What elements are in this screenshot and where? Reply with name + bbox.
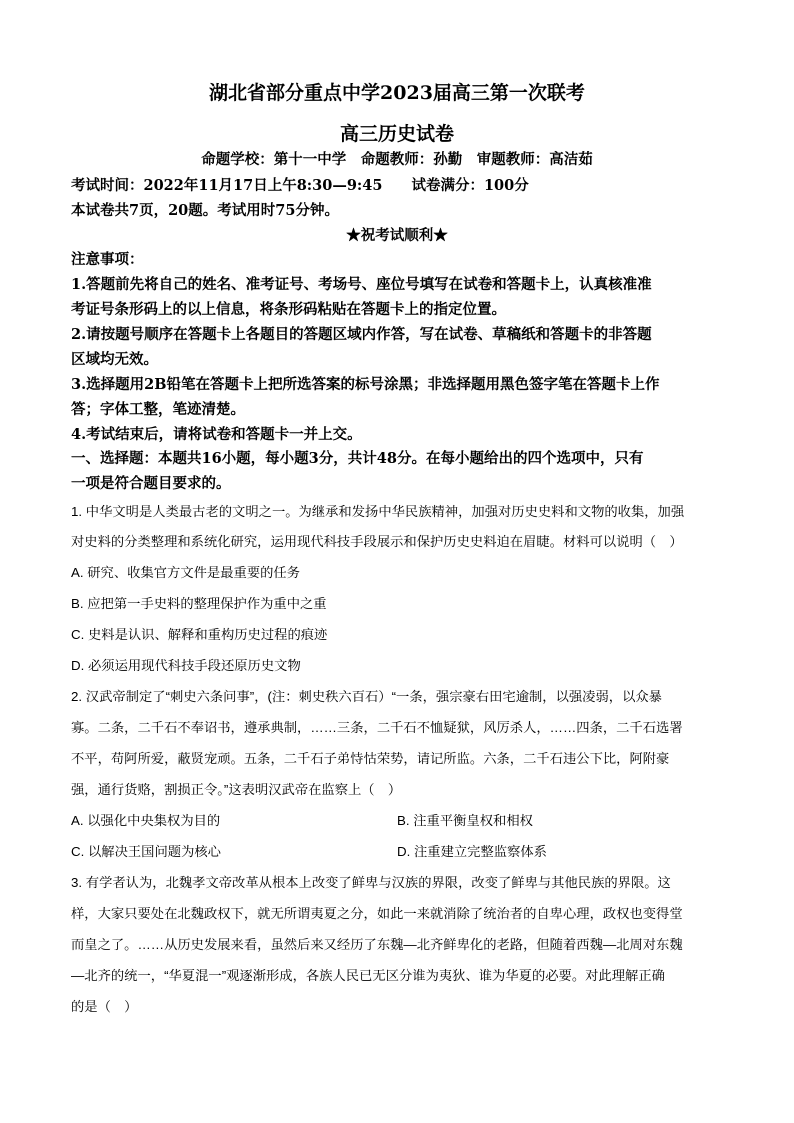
exam-time: 考试时间：2022年11月17日上午8:30—9:45 试卷满分：100分	[71, 177, 529, 194]
question-1-text: 对史料的分类整理和系统化研究，运用现代科技手段展示和保护历史史料迫在眉睫。材料可以说明（ ）	[71, 534, 683, 549]
question-2-option-a[interactable]: A. 以强化中央集权为目的	[71, 813, 221, 828]
question-3-text: —北齐的统一，“华夏混一”观逐渐形成，各族人民已无区分谁为夷狄、谁为华夏的必要。对此理解正确	[71, 968, 665, 983]
notice-line: 考证号条形码上的以上信息，将条形码粘贴在答题卡上的指定位置。	[71, 301, 506, 318]
question-2-option-d[interactable]: D. 注重建立完整监察体系	[397, 844, 547, 859]
question-2-text: 不平，苟阿所爱，蔽贤宠顽。五条，二千石子弟恃怙荣势，请记所监。六条，二千石违公下比，阿附豪	[71, 751, 670, 766]
notice-line: 4.考试结束后，请将试卷和答题卡一并上交。	[71, 426, 362, 443]
pages-info: 本试卷共7页，20题。考试用时75分钟。	[71, 202, 339, 219]
question-2-option-b[interactable]: B. 注重平衡皇权和相权	[397, 813, 533, 828]
question-2-text: 强，通行货赂，割损正令。”这表明汉武帝在监察上（ ）	[71, 782, 402, 797]
question-1-text: 1. 中华文明是人类最古老的文明之一。为继承和发扬中华民族精神，加强对历史史料和文物的收集，加强	[71, 504, 685, 519]
notice-line: 1.答题前先将自己的姓名、准考证号、考场号、座位号填写在试卷和答题卡上，认真核准准	[71, 276, 652, 293]
wish-text: ★祝考试顺利★	[346, 227, 448, 244]
exam-subtitle: 高三历史试卷	[339, 123, 454, 145]
question-3-text: 样，大家只要处在北魏政权下，就无所谓夷夏之分，如此一来就消除了统治者的自卑心理，政权也变得堂	[71, 906, 683, 921]
question-1-option-d[interactable]: D. 必须运用现代科技手段还原历史文物	[71, 658, 301, 673]
question-1-option-c[interactable]: C. 史料是认识、解释和重构历史过程的痕迹	[71, 627, 328, 642]
notice-line: 答；字体工整，笔迹清楚。	[71, 401, 245, 418]
question-3-text: 3. 有学者认为，北魏孝文帝改革从根本上改变了鲜卑与汉族的界限，改变了鲜卑与其他民族的界限。这	[71, 875, 671, 890]
question-3-text: 的是（ ）	[71, 999, 138, 1014]
question-2-text: 2. 汉武帝制定了“刺史六条问事”，(注：刺史秩六百石）“一条，强宗豪右田宅逾制，以强凌弱，以众暴	[71, 689, 662, 704]
exam-title: 湖北省部分重点中学2023届高三第一次联考	[209, 82, 585, 104]
question-1-option-b[interactable]: B. 应把第一手史料的整理保护作为重中之重	[71, 596, 327, 611]
question-1-option-a[interactable]: A. 研究、收集官方文件是最重要的任务	[71, 565, 301, 580]
notice-line: 2.请按题号顺序在答题卡上各题目的答题区域内作答，写在试卷、草稿纸和答题卡的非答题	[71, 326, 652, 343]
section-heading: 一、选择题：本题共16小题，每小题3分，共计48分。在每小题给出的四个选项中，只有	[71, 450, 644, 467]
notice-line: 3.选择题用2B铅笔在答题卡上把所选答案的标号涂黑；非选择题用黑色签字笔在答题卡上作	[71, 376, 660, 393]
question-3-text: 而皇之了。……从历史发展来看，虽然后来又经历了东魏—北齐鲜卑化的老路，但随着西魏—北周对东魏	[71, 937, 683, 952]
notice-heading: 注意事项：	[71, 251, 144, 268]
author-info: 命题学校：第十一中学 命题教师：孙勤 审题教师：高洁茹	[201, 151, 593, 168]
question-2-option-c[interactable]: C. 以解决王国问题为核心	[71, 844, 221, 859]
question-2-text: 寡。二条，二千石不奉诏书，遵承典制，……三条，二千石不恤疑狱，风厉杀人，……四条，二千石选署	[71, 720, 683, 735]
notice-line: 区域均无效。	[71, 351, 158, 368]
section-heading: 一项是符合题目要求的。	[71, 475, 231, 492]
